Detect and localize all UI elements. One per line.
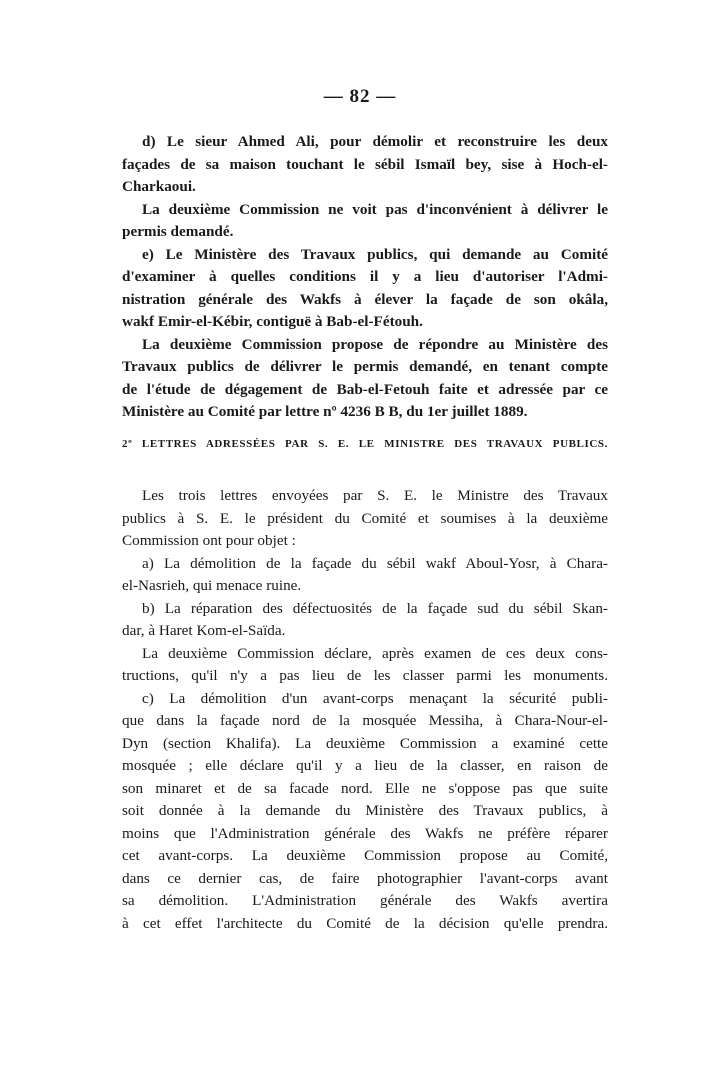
- text-line: La deuxième Commission ne voit pas d'inconvénient à délivrer le: [142, 200, 608, 218]
- text-line: Ministère au Comité par lettre nº 4236 B B, du 1er juillet 1889.: [122, 403, 528, 420]
- text-line: d) Le sieur Ahmed Ali, pour démolir et reconstruire les deux: [142, 133, 608, 150]
- text-line: Dyn (section Khalifa). La deuxième Commission a examiné cette: [122, 734, 608, 752]
- text-line: Commission ont pour objet :: [122, 532, 296, 549]
- text-line: à cet effet l'architecte du Comité de la décision qu'elle prendra.: [122, 914, 608, 932]
- text-line: son minaret et de sa facade nord. Elle ne s'oppose pas que suite: [122, 779, 608, 797]
- text-line: tructions, qu'il n'y a pas lieu de les classer parmi les monuments.: [122, 667, 608, 684]
- text-line: dar, à Haret Kom-el-Saïda.: [122, 622, 286, 639]
- section-1-text: [122, 131, 608, 424]
- text-line: Les trois lettres envoyées par S. E. le Ministre des Travaux: [142, 487, 608, 504]
- text-line: cet avant-corps. La deuxième Commission propose au Comité,: [122, 847, 608, 864]
- section-heading: 2º LETTRES ADRESSÉES PAR S. E. LE MINISTRE DES TRAVAUX PUBLICS.: [122, 438, 608, 450]
- text-line: soit donnée à la demande du Ministère des Travaux publics, à: [122, 802, 608, 819]
- text-line: a) La démolition de la façade du sébil wakf Aboul-Yosr, à Chara-: [142, 554, 608, 572]
- text-line: publics à S. E. le président du Comité et soumises à la deuxième: [122, 509, 608, 527]
- text-line: el-Nasrieh, qui menace ruine.: [122, 577, 302, 594]
- text-line: moins que l'Administration générale des Wakfs ne préfère réparer: [122, 824, 608, 842]
- text-line: Travaux publics de délivrer le permis demandé, en tenant compte: [122, 358, 608, 375]
- text-line: façades de sa maison touchant le sébil Ismaïl bey, sise à Hoch-el-: [122, 155, 608, 173]
- text-line: b) La réparation des défectuosités de la façade sud du sébil Skan-: [142, 599, 608, 617]
- text-line: d'examiner à quelles conditions il y a lieu d'autoriser l'Admi-: [122, 268, 608, 285]
- section-2-text: [122, 485, 608, 935]
- text-line: sa démolition. L'Administration générale des Wakfs avertira: [122, 892, 608, 909]
- text-line: wakf Emir-el-Kébir, contiguë à Bab-el-Fétouh.: [122, 313, 423, 330]
- text-line: de l'étude de dégagement de Bab-el-Fetouh faite et adressée par ce: [122, 380, 608, 398]
- page-number: — 82 —: [323, 86, 397, 107]
- text-line: dans ce dernier cas, de faire photographier l'avant-corps avant: [122, 869, 608, 887]
- text-line: nistration générale des Wakfs à élever la façade de son okâla,: [122, 290, 608, 308]
- text-line: La deuxième Commission déclare, après examen de ces deux cons-: [142, 644, 608, 662]
- text-line: Charkaoui.: [122, 178, 196, 195]
- text-line: c) La démolition d'un avant-corps menaçant la sécurité publi-: [142, 689, 608, 707]
- text-line: que dans la façade nord de la mosquée Messiha, à Chara-Nour-el-: [122, 712, 608, 729]
- text-line: mosquée ; elle déclare qu'il y a lieu de la classer, en raison de: [122, 757, 608, 774]
- text-line: permis demandé.: [122, 223, 234, 240]
- text-line: e) Le Ministère des Travaux publics, qui demande au Comité: [142, 245, 608, 263]
- text-line: La deuxième Commission propose de répondre au Ministère des: [142, 335, 608, 353]
